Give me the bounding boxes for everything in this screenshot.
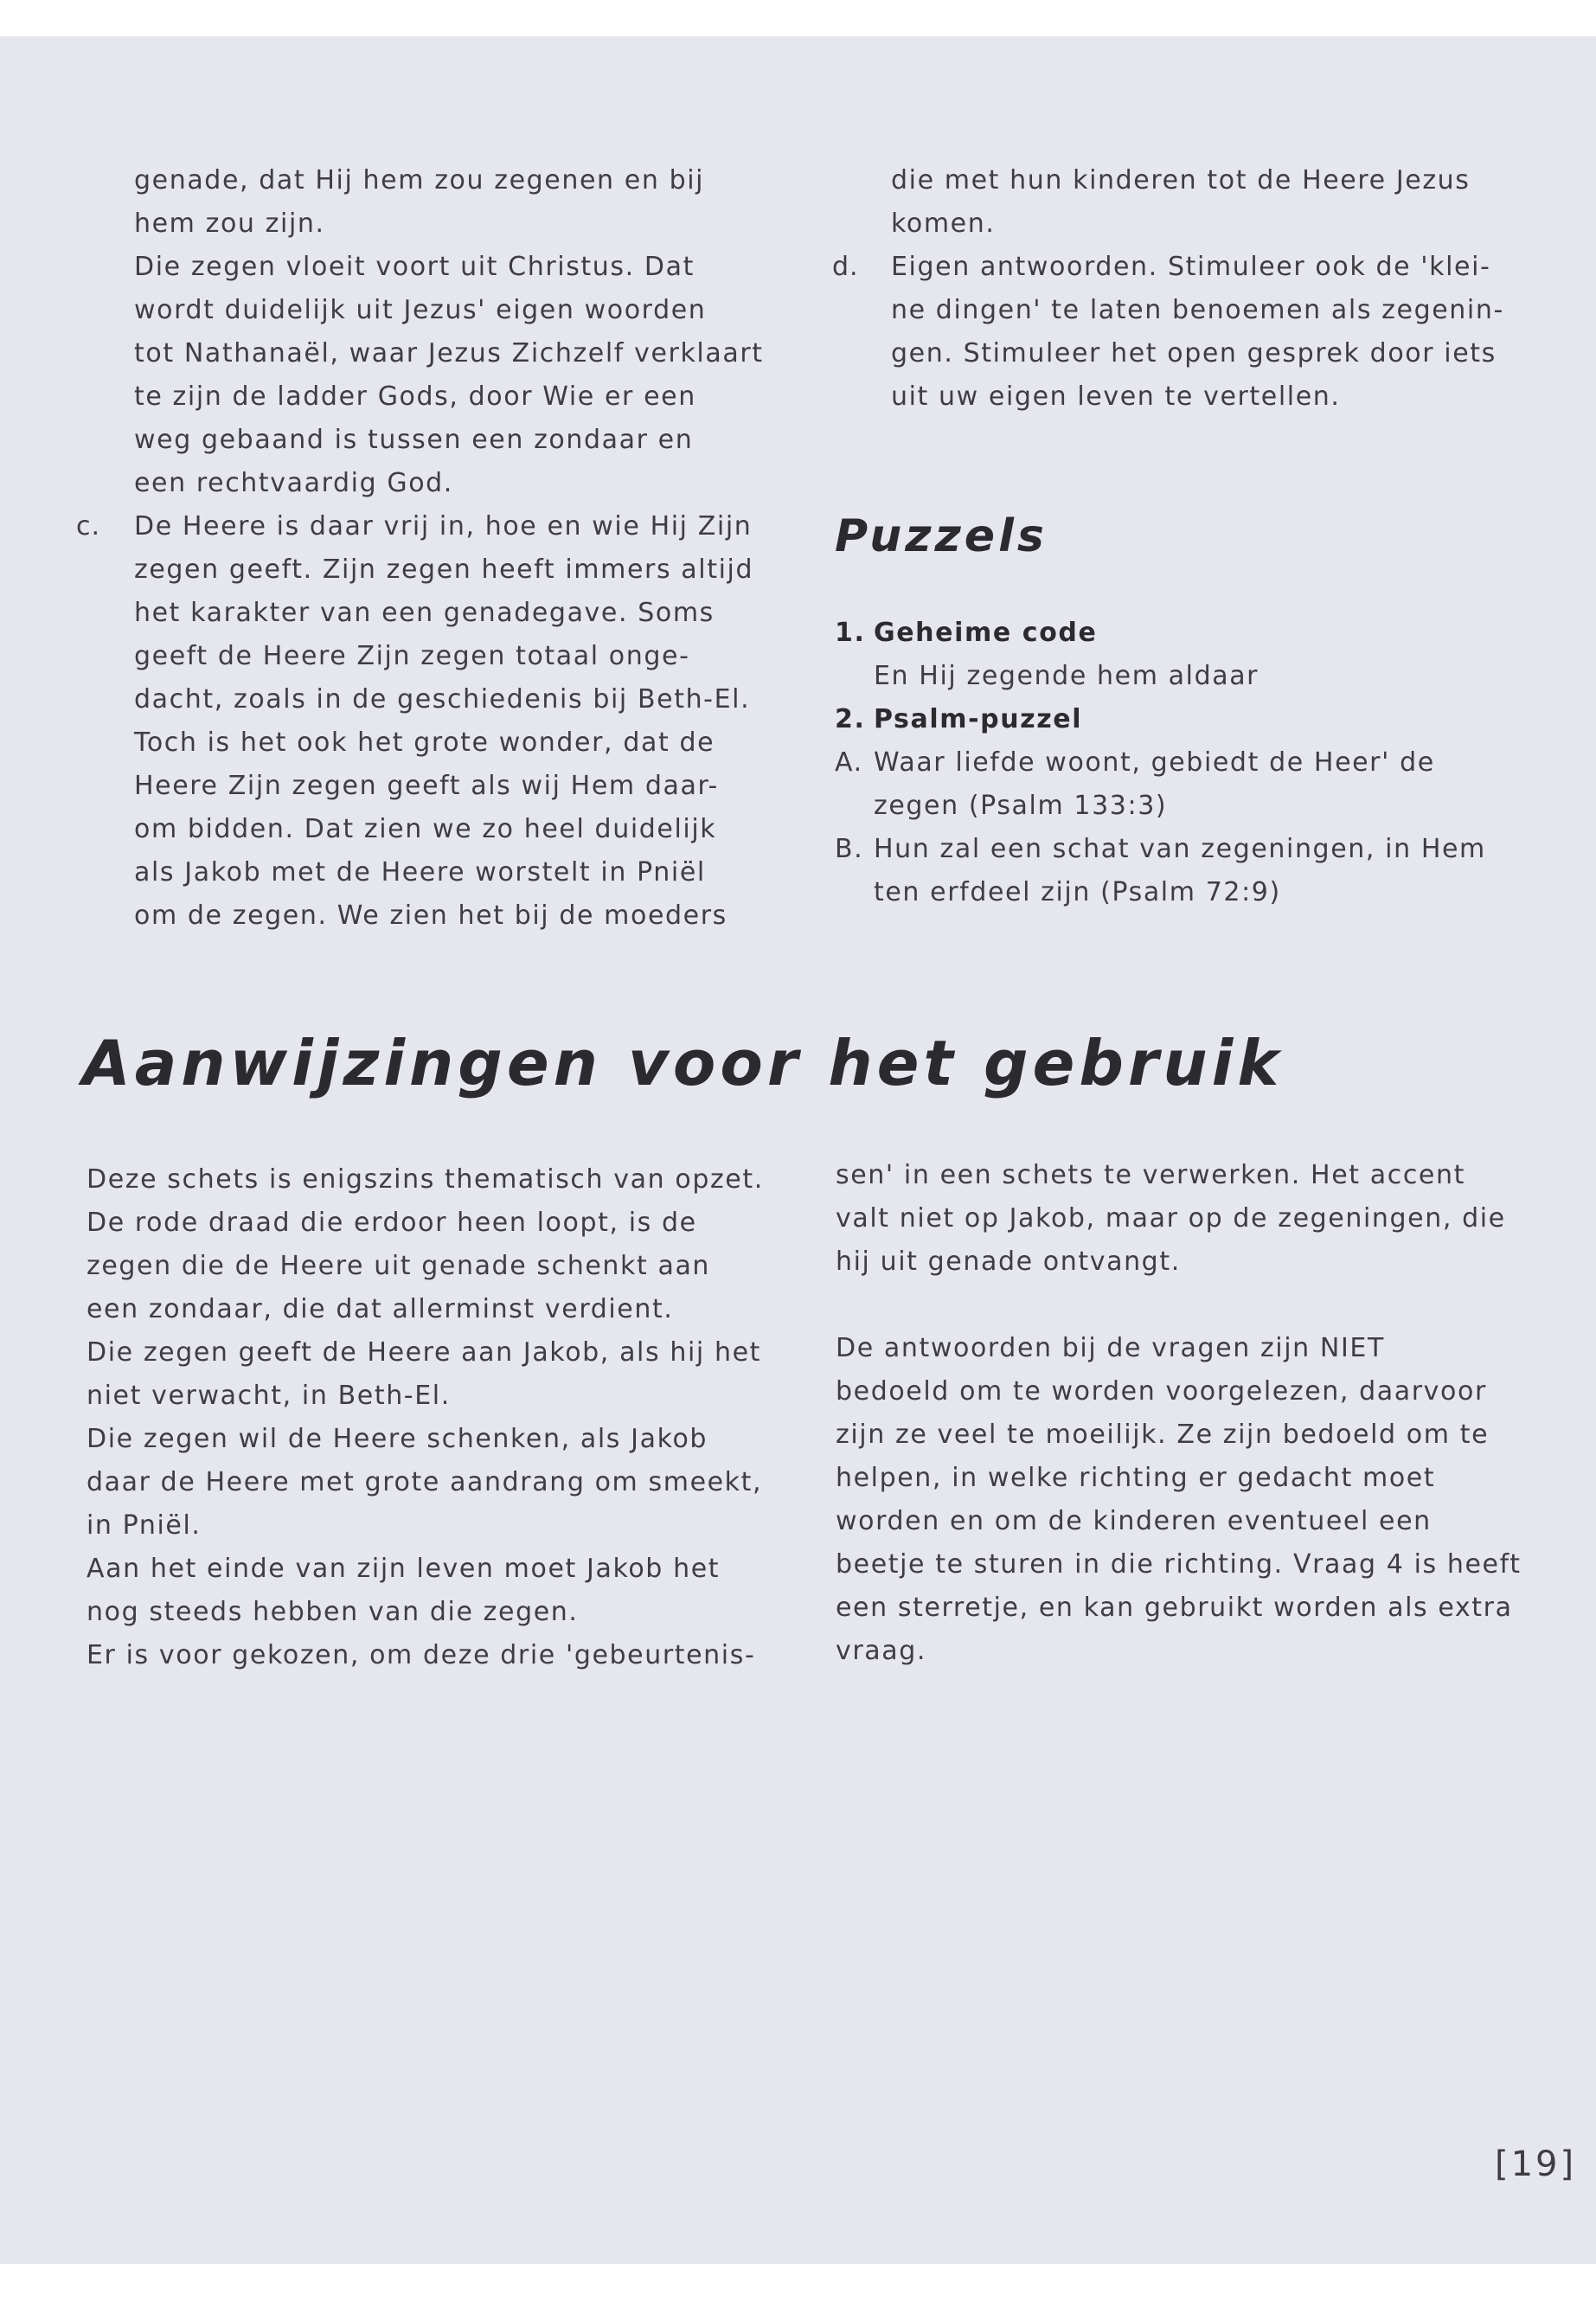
text-line: ne dingen' te laten benoemen als zegenin- bbox=[891, 295, 1504, 325]
text-line: De rode draad die erdoor heen loopt, is de bbox=[87, 1208, 697, 1238]
bottom-left-column bbox=[87, 1158, 764, 1677]
text-line: uit uw eigen leven te vertellen. bbox=[891, 381, 1341, 412]
list-marker-d: d. bbox=[832, 252, 859, 282]
text-line: valt niet op Jakob, maar op de zegeningen, die bbox=[836, 1203, 1506, 1234]
top-left-column bbox=[134, 159, 764, 938]
text-line: het karakter van een genadegave. Soms bbox=[134, 598, 715, 628]
text-line: een zondaar, die dat allerminst verdient. bbox=[87, 1294, 674, 1324]
puzzle-number: 2. bbox=[835, 704, 866, 734]
answer-text: zegen (Psalm 133:3) bbox=[874, 791, 1168, 821]
text-line: zijn ze veel te moeilijk. Ze zijn bedoeld om te bbox=[836, 1420, 1490, 1450]
text-line: Eigen antwoorden. Stimuleer ook de 'klei- bbox=[891, 252, 1491, 282]
text-line: een sterretje, en kan gebruikt worden als extra bbox=[836, 1593, 1513, 1623]
answer-a-continued bbox=[835, 785, 1486, 828]
text-line: om de zegen. We zien het bij de moeders bbox=[134, 901, 727, 931]
text-line: De antwoorden bij de vragen zijn NIET bbox=[836, 1333, 1385, 1363]
text-line: zegen geeft. Zijn zegen heeft immers altijd bbox=[134, 554, 754, 585]
text-line: dacht, zoals in de geschiedenis bij Beth-El. bbox=[134, 684, 751, 715]
text-line: nog steeds hebben van die zegen. bbox=[87, 1597, 579, 1627]
text-line: Aan het einde van zijn leven moet Jakob het bbox=[87, 1554, 721, 1584]
text-line: te zijn de ladder Gods, door Wie er een bbox=[134, 381, 696, 412]
text-line: gen. Stimuleer het open gesprek door iets bbox=[891, 338, 1497, 369]
puzzle-list bbox=[835, 612, 1486, 914]
answer-marker: B. bbox=[835, 834, 864, 864]
text-line: vraag. bbox=[836, 1636, 927, 1666]
text-line: worden en om de kinderen eventueel een bbox=[836, 1506, 1432, 1536]
answer-a bbox=[835, 741, 1486, 785]
answer-marker: A. bbox=[835, 747, 863, 778]
text-line: komen. bbox=[891, 208, 996, 239]
text-line: een rechtvaardig God. bbox=[134, 468, 453, 498]
puzzle-item-2 bbox=[835, 698, 1486, 741]
puzzle-number: 1. bbox=[835, 618, 866, 648]
text-line: zegen die de Heere uit genade schenkt aan bbox=[87, 1251, 711, 1281]
text-line: daar de Heere met grote aandrang om smeekt, bbox=[87, 1467, 763, 1497]
text-line: geeft de Heere Zijn zegen totaal onge- bbox=[134, 641, 690, 671]
answer-text: Hun zal een schat van zegeningen, in Hem bbox=[874, 834, 1486, 864]
puzzels-heading: Puzzels bbox=[835, 510, 1048, 562]
puzzle-title: Psalm-puzzel bbox=[874, 704, 1083, 734]
text-line: bedoeld om te worden voorgelezen, daarvoor bbox=[836, 1376, 1487, 1407]
text-line: in Pniël. bbox=[87, 1510, 202, 1541]
text-line: beetje te sturen in die richting. Vraag 4 is heeft bbox=[836, 1549, 1522, 1580]
text-line: weg gebaand is tussen een zondaar en bbox=[134, 425, 694, 455]
text-line: Die zegen vloeit voort uit Christus. Dat bbox=[134, 252, 695, 282]
text-line: Deze schets is enigszins thematisch van opzet. bbox=[87, 1164, 764, 1195]
text-line: Die zegen wil de Heere schenken, als Jakob bbox=[87, 1424, 708, 1454]
answer-text: ten erfdeel zijn (Psalm 72:9) bbox=[874, 877, 1281, 907]
top-right-column bbox=[891, 159, 1504, 419]
text-line: als Jakob met de Heere worstelt in Pniël bbox=[134, 857, 706, 888]
text-line: om bidden. Dat zien we zo heel duidelijk bbox=[134, 814, 717, 844]
text-line: hij uit genade ontvangt. bbox=[836, 1247, 1181, 1277]
text-line: hem zou zijn. bbox=[134, 208, 325, 239]
answer-b bbox=[835, 828, 1486, 871]
text-line: wordt duidelijk uit Jezus' eigen woorden bbox=[134, 295, 707, 325]
answer-b-continued bbox=[835, 871, 1486, 914]
text-line: sen' in een schets te verwerken. Het accent bbox=[836, 1160, 1465, 1190]
text-line: Heere Zijn zegen geeft als wij Hem daar- bbox=[134, 771, 719, 801]
text-line: Die zegen geeft de Heere aan Jakob, als hij het bbox=[87, 1337, 762, 1368]
text-line: tot Nathanaël, waar Jezus Zichzelf verklaart bbox=[134, 338, 764, 369]
text-line: Er is voor gekozen, om deze drie 'gebeurtenis- bbox=[87, 1640, 756, 1670]
text-line: genade, dat Hij hem zou zegenen en bij bbox=[134, 165, 705, 195]
answer-text: En Hij zegende hem aldaar bbox=[874, 661, 1259, 691]
puzzle-title: Geheime code bbox=[874, 618, 1098, 648]
page-sheet bbox=[0, 36, 1596, 2264]
list-marker-c: c. bbox=[76, 511, 101, 542]
text-line: die met hun kinderen tot de Heere Jezus bbox=[891, 165, 1471, 195]
puzzle-item-1 bbox=[835, 612, 1486, 655]
puzzle-answer bbox=[835, 655, 1486, 698]
page-number: [19] bbox=[1495, 2144, 1577, 2184]
text-line: helpen, in welke richting er gedacht moet bbox=[836, 1463, 1436, 1493]
text-line: Toch is het ook het grote wonder, dat de bbox=[134, 727, 715, 758]
bottom-right-column bbox=[836, 1154, 1522, 1673]
paragraph-gap bbox=[836, 1284, 1522, 1327]
main-heading: Aanwijzingen voor het gebruik bbox=[82, 1027, 1284, 1099]
text-line: De Heere is daar vrij in, hoe en wie Hij Zijn bbox=[134, 511, 753, 542]
text-line: niet verwacht, in Beth-El. bbox=[87, 1381, 451, 1411]
answer-text: Waar liefde woont, gebiedt de Heer' de bbox=[874, 747, 1435, 778]
